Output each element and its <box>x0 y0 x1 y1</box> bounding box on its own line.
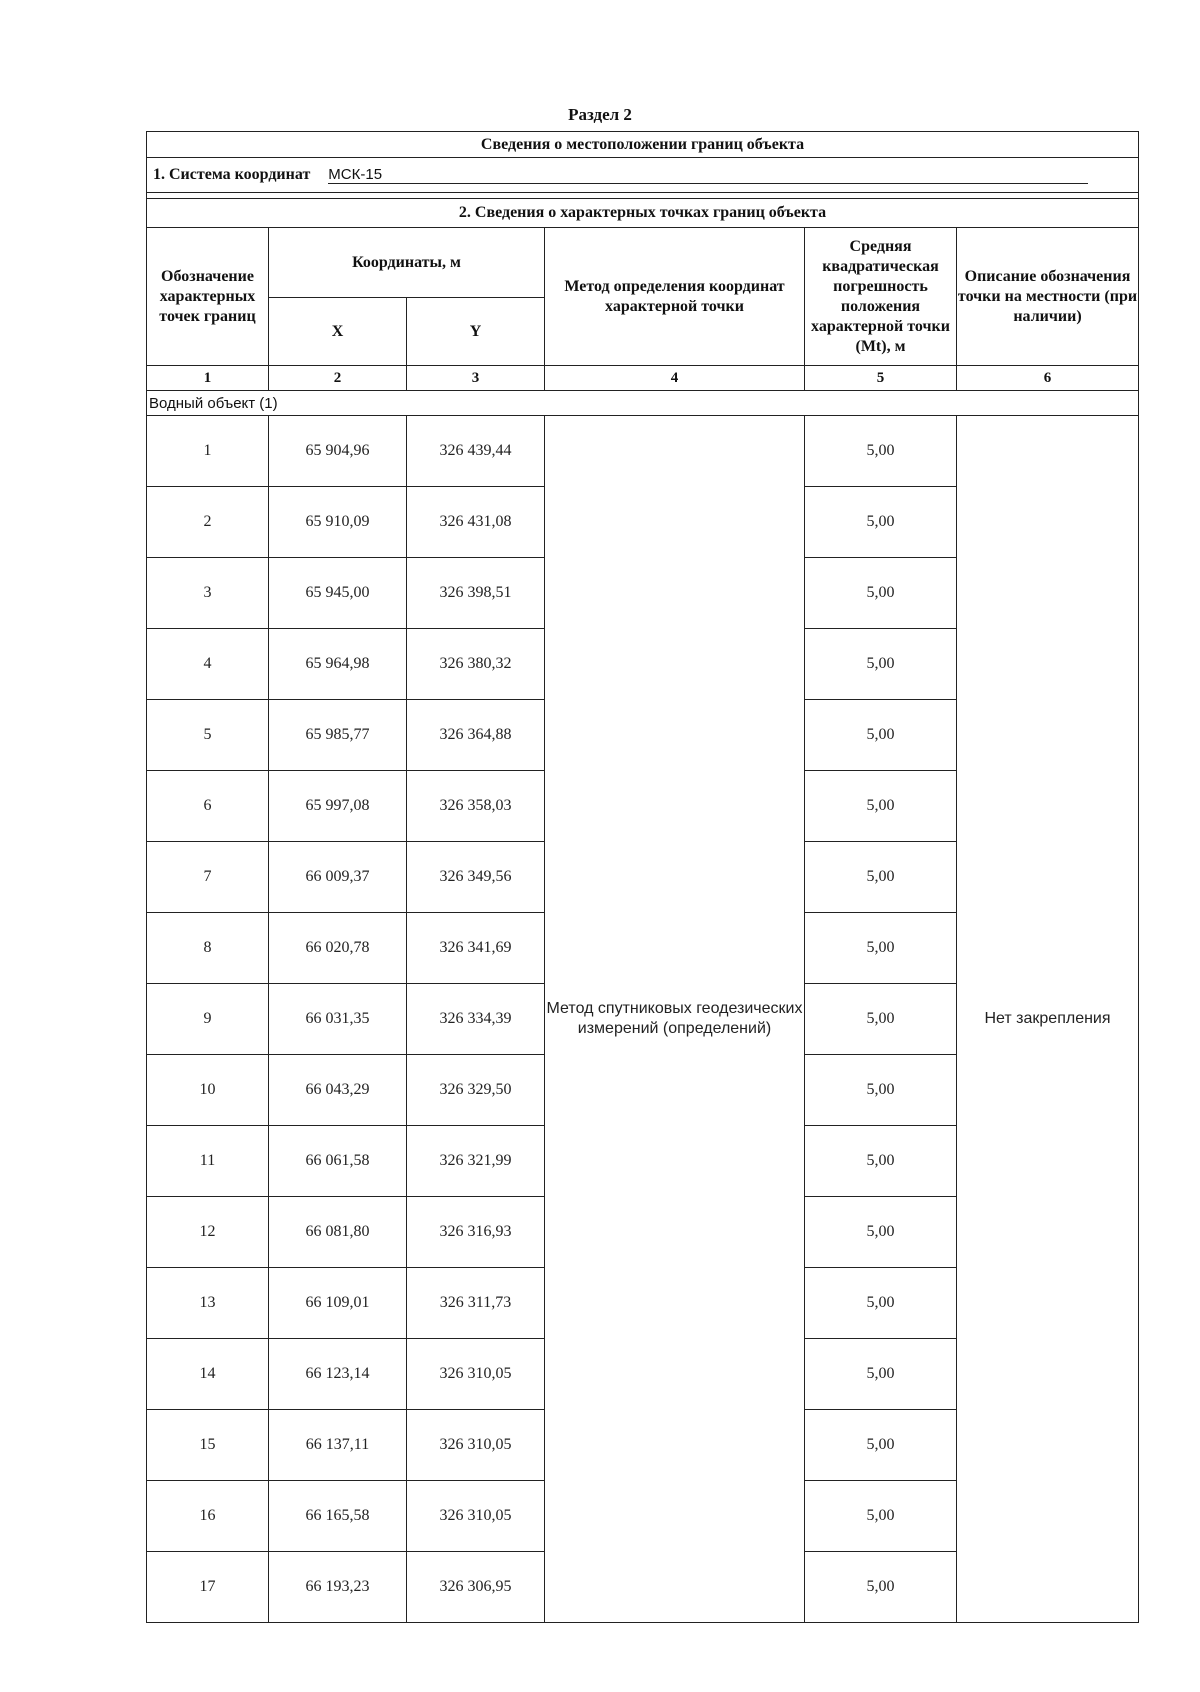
point-x: 66 109,01 <box>269 1268 407 1339</box>
point-number: 9 <box>147 984 269 1055</box>
point-y: 326 364,88 <box>407 700 545 771</box>
point-error: 5,00 <box>805 1552 957 1623</box>
point-y: 326 431,08 <box>407 487 545 558</box>
point-x: 65 910,09 <box>269 487 407 558</box>
point-x: 66 081,80 <box>269 1197 407 1268</box>
point-x: 66 020,78 <box>269 913 407 984</box>
point-error: 5,00 <box>805 1481 957 1552</box>
point-number: 2 <box>147 487 269 558</box>
point-x: 65 964,98 <box>269 629 407 700</box>
point-y: 326 341,69 <box>407 913 545 984</box>
point-error: 5,00 <box>805 1055 957 1126</box>
point-number: 6 <box>147 771 269 842</box>
point-error: 5,00 <box>805 842 957 913</box>
point-error: 5,00 <box>805 771 957 842</box>
point-error: 5,00 <box>805 1410 957 1481</box>
method-cell: Метод спутниковых геодезических измерений (определений) <box>545 416 805 1623</box>
point-y: 326 349,56 <box>407 842 545 913</box>
table-row <box>147 416 1139 487</box>
point-x: 66 061,58 <box>269 1126 407 1197</box>
point-error: 5,00 <box>805 700 957 771</box>
col-error-header: Средняя квадратическая погрешность положения характерной точки (Mt), м <box>805 228 957 366</box>
col-number: 6 <box>957 366 1139 391</box>
coord-system-value: МСК-15 <box>328 166 1088 184</box>
point-number: 14 <box>147 1339 269 1410</box>
col-coordinates-header: Координаты, м <box>269 228 545 298</box>
point-x: 65 997,08 <box>269 771 407 842</box>
description-cell: Нет закрепления <box>957 416 1139 1623</box>
point-number: 1 <box>147 416 269 487</box>
point-x: 66 137,11 <box>269 1410 407 1481</box>
point-number: 12 <box>147 1197 269 1268</box>
location-title: Сведения о местоположении границ объекта <box>147 132 1139 158</box>
point-y: 326 358,03 <box>407 771 545 842</box>
col-x-header: X <box>269 298 407 366</box>
point-y: 326 310,05 <box>407 1339 545 1410</box>
point-y: 326 439,44 <box>407 416 545 487</box>
point-number: 16 <box>147 1481 269 1552</box>
point-y: 326 380,32 <box>407 629 545 700</box>
point-x: 66 031,35 <box>269 984 407 1055</box>
col-y-header: Y <box>407 298 545 366</box>
point-number: 10 <box>147 1055 269 1126</box>
point-error: 5,00 <box>805 1126 957 1197</box>
point-x: 66 165,58 <box>269 1481 407 1552</box>
point-number: 3 <box>147 558 269 629</box>
point-y: 326 334,39 <box>407 984 545 1055</box>
point-number: 5 <box>147 700 269 771</box>
point-error: 5,00 <box>805 1268 957 1339</box>
point-number: 13 <box>147 1268 269 1339</box>
point-number: 4 <box>147 629 269 700</box>
point-error: 5,00 <box>805 984 957 1055</box>
col-designation-header: Обозначение характерных точек границ <box>147 228 269 366</box>
point-y: 326 306,95 <box>407 1552 545 1623</box>
point-y: 326 310,05 <box>407 1410 545 1481</box>
section-title: Раздел 2 <box>568 105 632 124</box>
point-y: 326 316,93 <box>407 1197 545 1268</box>
point-x: 65 985,77 <box>269 700 407 771</box>
point-y: 326 329,50 <box>407 1055 545 1126</box>
point-y: 326 321,99 <box>407 1126 545 1197</box>
point-error: 5,00 <box>805 629 957 700</box>
point-error: 5,00 <box>805 1197 957 1268</box>
col-number: 4 <box>545 366 805 391</box>
points-title: 2. Сведения о характерных точках границ объекта <box>147 199 1139 228</box>
point-number: 15 <box>147 1410 269 1481</box>
col-number: 2 <box>269 366 407 391</box>
point-number: 17 <box>147 1552 269 1623</box>
point-x: 65 904,96 <box>269 416 407 487</box>
boundary-table <box>146 131 1139 1623</box>
point-x: 65 945,00 <box>269 558 407 629</box>
point-error: 5,00 <box>805 416 957 487</box>
point-error: 5,00 <box>805 1339 957 1410</box>
col-number: 3 <box>407 366 545 391</box>
point-x: 66 009,37 <box>269 842 407 913</box>
col-number: 5 <box>805 366 957 391</box>
point-number: 11 <box>147 1126 269 1197</box>
point-x: 66 123,14 <box>269 1339 407 1410</box>
coord-system-row <box>147 158 1139 193</box>
point-number: 8 <box>147 913 269 984</box>
point-x: 66 043,29 <box>269 1055 407 1126</box>
point-error: 5,00 <box>805 913 957 984</box>
point-error: 5,00 <box>805 487 957 558</box>
point-error: 5,00 <box>805 558 957 629</box>
col-number: 1 <box>147 366 269 391</box>
group-label: Водный объект (1) <box>147 391 1139 416</box>
point-x: 66 193,23 <box>269 1552 407 1623</box>
col-method-header: Метод определения координат характерной точки <box>545 228 805 366</box>
point-y: 326 311,73 <box>407 1268 545 1339</box>
point-y: 326 398,51 <box>407 558 545 629</box>
coord-system-label: 1. Система координат <box>153 166 311 183</box>
col-description-header: Описание обозначения точки на местности (при наличии) <box>957 228 1139 366</box>
point-y: 326 310,05 <box>407 1481 545 1552</box>
point-number: 7 <box>147 842 269 913</box>
